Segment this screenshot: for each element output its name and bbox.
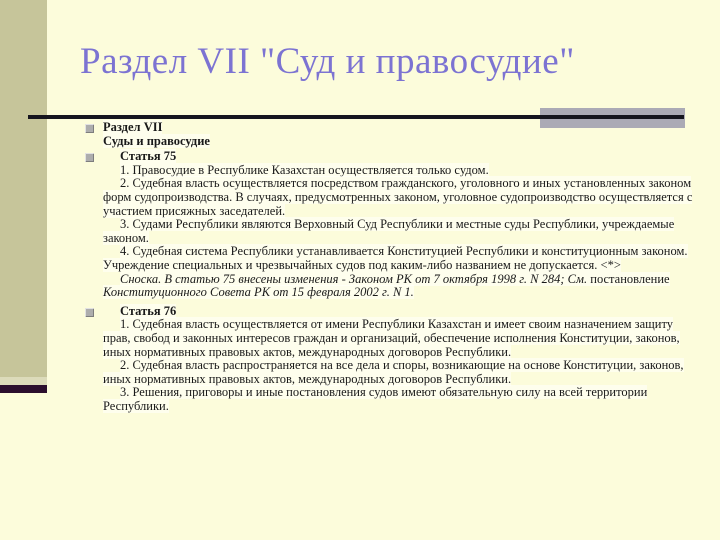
article-75-paragraph-2: 2. Судебная власть осуществляется посредством гражданского, уголовного и иных установленных законом форм судопроизводства. В случаях, предусмотренных законом, уголовное судопроизводство осуществляется с участием присяжных заседателей. [103, 176, 693, 218]
article-75-text [103, 150, 701, 300]
section-text [103, 121, 701, 148]
slide-title: Раздел VII "Суд и правосудие" [80, 41, 575, 82]
article-76-heading: Статья 76 [120, 303, 177, 318]
article-76-paragraph-1: 1. Судебная власть осуществляется от имени Республики Казахстан и имеет своим назначением защиту прав, свобод и законных интересов граждан и организаций, обеспечение исполнения Конституции, законов, иных нормативных правовых актов, международных договоров Республики. [103, 317, 680, 359]
bullet-square-icon [85, 153, 94, 162]
article-75-paragraph-1: 1. Правосудие в Республике Казахстан осуществляется только судом. [120, 162, 489, 177]
article-76-text [103, 305, 701, 414]
article-75-paragraph-3: 3. Судами Республики являются Верховный Суд Республики и местные суды Республики, учреждаемые законом. [103, 217, 675, 245]
bullet-item-article-76 [85, 305, 701, 414]
section-subtitle: Суды и правосудие [103, 133, 210, 148]
sidebar-stripe [0, 0, 47, 377]
bullet-item-section [85, 121, 701, 148]
title-rule-line [28, 115, 684, 119]
bullet-square-icon [85, 124, 94, 133]
article-75-heading: Статья 75 [120, 149, 177, 164]
sidebar-light-band [0, 377, 47, 385]
article-76-paragraph-3: 3. Решения, приговоры и иные постановления судов имеют обязательную силу на всей территории Республики. [103, 385, 648, 413]
article-76-paragraph-2: 2. Судебная власть распространяется на все дела и споры, возникающие на основе Конституции, законов, иных нормативных правовых актов, международных договоров Республики. [103, 358, 684, 386]
bullet-square-icon [85, 308, 94, 317]
article-75-paragraph-4: 4. Судебная система Республики устанавливается Конституцией Республики и конституционным законом. Учреждение специальных и чрезвычайных судов под каким-либо названием не допускается. <*> [103, 244, 688, 272]
slide-body [85, 121, 701, 413]
article-75-footnote: Сноска. В статью 75 внесены изменения - Законом РК от 7 октября 1998 г. N 284; См. постановление Конституционного Совета РК от 15 февраля 2002 г. N 1. [103, 271, 670, 300]
sidebar-footer-bar [0, 385, 47, 393]
bullet-item-article-75 [85, 150, 701, 300]
section-title: Раздел VII [103, 120, 163, 134]
